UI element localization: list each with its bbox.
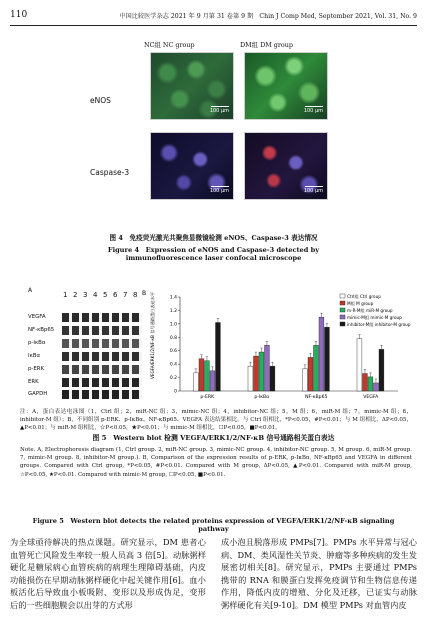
bar [265,345,270,391]
blot-band-ikba [62,352,142,361]
bar [325,327,330,391]
bar [199,359,204,391]
scale-bar-label: 100 μm [303,188,323,194]
bar [270,366,275,391]
col-label-nc: NC组 NC group [144,41,195,49]
scale-bar-line [211,186,229,187]
figure-5-caption-cn: 图 5 Western blot 检测 VEGFA/ERK1/2/NF-κB 信号通路相关蛋白表达 [92,434,335,442]
scale-bar-label: 100 μm [209,188,229,194]
lane-number: 4 [93,291,98,299]
figure-5-note-cn: 注：A，蛋白表达电泳图（1，Ctrl 组；2，miR-NC 组；3，mimic-NC 组；4，inhibitor-NC 组；5，M 组；6，miR-M 组；7，mimic-M 组；8，inhibitor-M 组）；B，不同组别 p-ERK、p-IκBα、NF-κBp65、VEGFA 表达结果相比。与 Ctrl 组相比，*P<0.05，#P<0.01；与 M 组相比，ΔP<0.05，▲P<0.01；与 miR-M 组相比，☆P<0.05，★P<0.01；与 mimic-M 组相比，☐P<0.05，■P<0.01。 [20,409,412,432]
lane-number: 8 [133,291,138,299]
western-blot-panel [26,287,147,401]
bar [379,349,384,391]
x-tick-label: p-ERK [200,395,215,400]
row-label-caspase3: Caspase-3 [90,168,130,177]
col-label-dm: DM组 DM group [240,41,293,49]
figure-4-caption-en-1: Figure 4 Expression of eNOS and Caspase-3 detected by [107,246,320,254]
body-text-right: 成小泡且脱落形成 PMPs[7]。PMPs 水平异常与冠心病、DM、类风湿性关节炎、肿瘤等多种疾病的发生发展密切相关[8]。研究显示，PMPs 主要通过 PMPs 携带的 RNA 和膜蛋白发挥免疫调节和生物信息传递作用，降低内皮的增殖、分化及迁移，已证实与动脉粥样硬化有关[9-10]。DM 模型 PMPs 对血管内皮 [221,537,417,610]
legend-swatch [340,308,345,312]
blot-band-pikba [62,339,142,348]
y-tick-label: 0.4 [169,362,177,368]
lane-numbers [62,291,142,301]
bar [308,357,313,391]
scale-bar-label: 100 μm [303,108,323,114]
protein-label: NF-κBp65 [28,327,55,333]
blot-band-vegfa [62,313,142,322]
legend-label: inhibitor-M组 inhibitor-M group [347,322,411,327]
micrograph-enos-dm [244,52,328,120]
bar [259,352,264,391]
blot-band-perk [62,365,142,374]
lane-number: 2 [73,291,78,299]
figure-4-caption-en-2: immunofluorescence laser confocal microscope [125,254,302,262]
figure-4 [90,40,340,226]
lane-number: 6 [113,291,118,299]
y-tick-label: 0.8 [169,335,177,341]
panel-letter-b: B [142,290,147,297]
legend-label: mimic-M组 mimic-M group [347,315,402,320]
protein-label: IκBα [28,353,41,359]
bar [363,374,368,391]
blot-band-erk [62,378,142,387]
protein-label: VEGFA [28,314,46,320]
y-tick-label: 0 [174,389,177,395]
bar [357,339,362,391]
bar [254,356,259,391]
bar [216,323,221,391]
lane-number: 7 [123,291,128,299]
bar [368,377,373,391]
y-tick-label: 1.4 [169,295,177,301]
bar [319,317,324,391]
y-tick-label: 1.2 [169,308,177,314]
lane-number: 5 [103,291,108,299]
y-tick-label: 0.6 [169,349,177,355]
scale-bar-line [305,186,323,187]
lane-number: 3 [83,291,88,299]
legend-swatch [340,315,345,319]
protein-label: GAPDH [28,391,48,397]
row-label-enos: eNOS [90,96,111,105]
y-axis-label: VEGFA/ERK1/2/NF-κB 信号通路蛋白表达水平 [150,291,155,379]
micrograph-caspase3-dm [244,132,328,200]
header-rule [10,25,417,26]
bar [210,371,215,391]
figure-5-caption-en: Figure 5 Western blot detects the related proteins expression of VEGFA/ERK1/2/NF-κB signaling pathway [32,517,395,533]
figure-4-caption-cn: 图 4 免疫荧光激光共聚焦显微镜检测 eNOS、Caspase-3 表达情况 [109,234,318,242]
scale-bar-line [305,106,323,107]
legend-swatch [340,294,345,298]
scale-bar-label: 100 μm [209,108,229,114]
bar-chart-panel [140,287,422,407]
bar [205,361,210,391]
legend-label: m-R-M组 miR-M group [347,308,393,313]
legend-swatch [340,322,345,326]
lane-number: 1 [63,291,68,299]
y-tick-label: 0.2 [169,376,177,382]
legend-label: Ctrl组 Ctrl group [347,294,381,299]
running-header [10,10,417,24]
bar [314,345,319,391]
protein-label: ERK [28,379,39,385]
micrograph-enos-nc [150,52,234,120]
bar [303,369,308,391]
blot-band-nfkb [62,326,142,335]
page-number: 110 [10,10,28,20]
bar [374,383,379,391]
protein-label: p-IκBα [28,340,46,346]
bar [248,366,253,391]
body-text-left: 为全球亟待解决的热点课题。研究显示，DM 患者心血管死亡风险发生率较一般人员高 3 倍[5]。动脉粥样硬化是糖尿病心血管疾病的病理生理障碍基础，内皮功能损伤在早期动脉粥样硬化中起关键作用[6]。血小板活化后导致血小板吸附、变形以及形成伪足，变形后的一些细胞膜会以出芽的方式形 [10,537,206,610]
x-tick-label: NF-κBp65 [305,395,328,400]
bar [194,373,199,391]
bar-chart [140,287,422,407]
x-tick-label: p-IκBα [254,395,270,400]
panel-letter-a: A [28,287,33,294]
figure-5-note-en: Note. A, Electrophoresis diagram (1, Ctrl group. 2, miR-NC group. 3, mimic-NC group. 4, inhibitor-NC group. 5, M group. 6, miR-M group. 7, mimic-M group. 8, inhibitor-M group.). B, Comparison of the expression results of p-ERK, p-IκBα, NF-κBp65 and VEGFA in different groups. Compared with Ctrl group, *P<0.05, #P<0.01. Compared with M group, ΔP<0.05, ▲P<0.01. Compared with miR-M group, ☆P<0.05, ★P<0.01. Compared with mimic-M group, ☐P<0.05, ■P<0.01. [20,447,412,478]
micrograph-caspase3-nc [150,132,234,200]
y-tick-label: 1.0 [169,322,177,328]
blot-band-gapdh [62,390,142,399]
legend-label: M组 M group [347,301,374,306]
x-tick-label: VEGFA [363,395,379,400]
journal-title: 中国比较医学杂志 2021 年 9 月第 31 卷第 9 期 Chin J Comp Med, September 2021, Vol. 31, No. 9 [119,13,417,20]
scale-bar-line [211,106,229,107]
legend-swatch [340,301,345,305]
protein-label: p-ERK [28,366,45,372]
